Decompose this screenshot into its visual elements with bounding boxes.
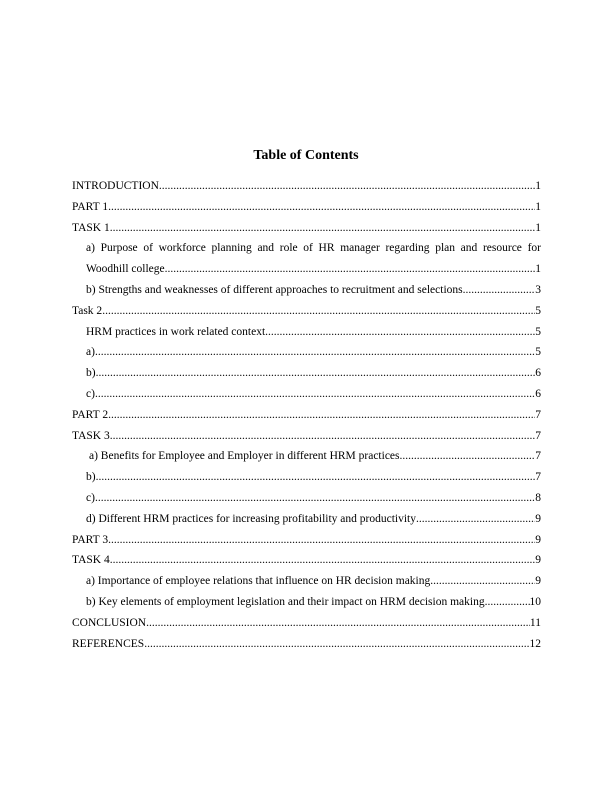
toc-page-number: 7 <box>535 471 541 484</box>
toc-leader-dots <box>144 634 529 655</box>
toc-page-number: 9 <box>535 512 541 525</box>
toc-entry-text: a) Benefits for Employee and Employer in different HRM practices <box>89 450 400 463</box>
toc-entry-text: b) <box>86 367 96 380</box>
toc-entry-text: PART 3 <box>72 533 109 546</box>
toc-page-number: 1 <box>535 200 541 213</box>
toc-entry-task-2[interactable] <box>72 301 541 322</box>
toc-leader-dots <box>108 405 535 426</box>
toc-leader-dots <box>463 280 536 301</box>
toc-entry-introduction[interactable] <box>72 176 541 197</box>
toc-entry-text: HRM practices in work related context <box>86 325 266 338</box>
toc-page-number: 11 <box>529 616 541 629</box>
toc-title: Table of Contents <box>253 148 359 163</box>
toc-leader-dots <box>110 218 536 239</box>
toc-entry-text: REFERENCES <box>72 637 145 650</box>
toc-leader-dots <box>146 613 530 634</box>
toc-leader-dots <box>265 322 535 343</box>
toc-entry-task-4[interactable] <box>72 550 541 571</box>
toc-page-number: 1 <box>535 221 541 234</box>
toc-entry-task-1[interactable] <box>72 218 541 239</box>
toc-page-number: 7 <box>535 450 541 463</box>
toc-page-number: 6 <box>535 367 541 380</box>
toc-entry-task-3b[interactable] <box>72 467 541 488</box>
toc-leader-dots <box>485 592 530 613</box>
toc-page-number: 5 <box>535 346 541 359</box>
toc-entry-conclusion[interactable] <box>72 613 541 634</box>
toc-page-number: 7 <box>535 408 541 421</box>
toc-entry-text: b) <box>86 471 96 484</box>
toc-entry-part-2[interactable] <box>72 405 541 426</box>
toc-entry-task-1b[interactable] <box>72 280 541 301</box>
toc-page-number: 7 <box>535 429 541 442</box>
toc-entry-part-1[interactable] <box>72 197 541 218</box>
toc-entry-hrm-practices[interactable] <box>72 322 541 343</box>
toc-entry-text: Task 2 <box>72 304 103 317</box>
toc-leader-dots <box>165 259 536 280</box>
toc-leader-dots <box>400 446 536 467</box>
toc-entry-text: CONCLUSION <box>72 616 147 629</box>
toc-page-number: 8 <box>535 491 541 504</box>
toc-entry-task-2a[interactable] <box>72 342 541 363</box>
toc-entry-task-4a[interactable] <box>72 571 541 592</box>
toc-entry-text: PART 2 <box>72 408 109 421</box>
toc-page-number: 1 <box>535 180 541 192</box>
toc-leader-dots <box>102 301 535 322</box>
toc-leader-dots <box>108 530 535 551</box>
toc-entry-text: d) Different HRM practices for increasing profitability and productivity <box>86 512 416 525</box>
toc-entry-part-3[interactable] <box>72 530 541 551</box>
toc-leader-dots <box>430 571 535 592</box>
toc-page-number: 5 <box>535 325 541 338</box>
toc-entry-task-2b[interactable] <box>72 363 541 384</box>
table-of-contents <box>72 176 541 654</box>
toc-entry-task-3a[interactable] <box>72 446 541 467</box>
toc-entry-task-3c[interactable] <box>72 488 541 509</box>
toc-entry-text: TASK 4 <box>72 554 110 567</box>
toc-page-number: 6 <box>535 387 541 400</box>
toc-entry-text: a) Purpose of workforce planning and role of HR manager regarding plan and resource for <box>86 242 541 255</box>
toc-leader-dots <box>108 197 535 218</box>
toc-leader-dots <box>110 550 536 571</box>
toc-entry-text: c) <box>86 491 95 504</box>
toc-entry-task-1a-line-1[interactable] <box>72 238 541 259</box>
toc-entry-text: a) <box>86 346 95 359</box>
toc-entry-text: c) <box>86 387 95 400</box>
toc-page-number: 5 <box>535 304 541 317</box>
toc-page-number: 3 <box>535 283 541 296</box>
toc-entry-text: Woodhill college <box>86 263 165 276</box>
toc-entry-task-3[interactable] <box>72 426 541 447</box>
toc-page-number: 9 <box>535 533 541 546</box>
toc-entry-task-4b[interactable] <box>72 592 541 613</box>
toc-entry-text: INTRODUCTION <box>72 180 159 192</box>
toc-leader-dots <box>95 384 535 405</box>
toc-page-number: 9 <box>535 575 541 588</box>
toc-leader-dots <box>96 363 536 384</box>
toc-leader-dots <box>95 488 535 509</box>
toc-entry-text: a) Importance of employee relations that influence on HR decision making <box>86 575 431 588</box>
toc-leader-dots <box>416 509 535 530</box>
toc-entry-text: PART 1 <box>72 200 109 213</box>
toc-leader-dots <box>159 176 535 197</box>
toc-leader-dots <box>95 342 535 363</box>
toc-entry-task-1a-line-2[interactable] <box>72 259 541 280</box>
toc-entry-references[interactable] <box>72 634 541 655</box>
toc-entry-text: TASK 3 <box>72 429 110 442</box>
toc-page-number: 10 <box>529 595 541 608</box>
toc-leader-dots <box>96 467 536 488</box>
toc-entry-task-2c[interactable] <box>72 384 541 405</box>
toc-page-number: 1 <box>535 263 541 276</box>
toc-page-number: 9 <box>535 554 541 567</box>
toc-entry-text: b) Key elements of employment legislation and their impact on HRM decision making <box>86 595 485 608</box>
toc-entry-task-3d[interactable] <box>72 509 541 530</box>
toc-page-number: 12 <box>529 637 541 650</box>
toc-entry-text: b) Strengths and weaknesses of different approaches to recruitment and selections <box>86 283 463 296</box>
toc-entry-text: TASK 1 <box>72 221 110 234</box>
toc-leader-dots <box>110 426 536 447</box>
